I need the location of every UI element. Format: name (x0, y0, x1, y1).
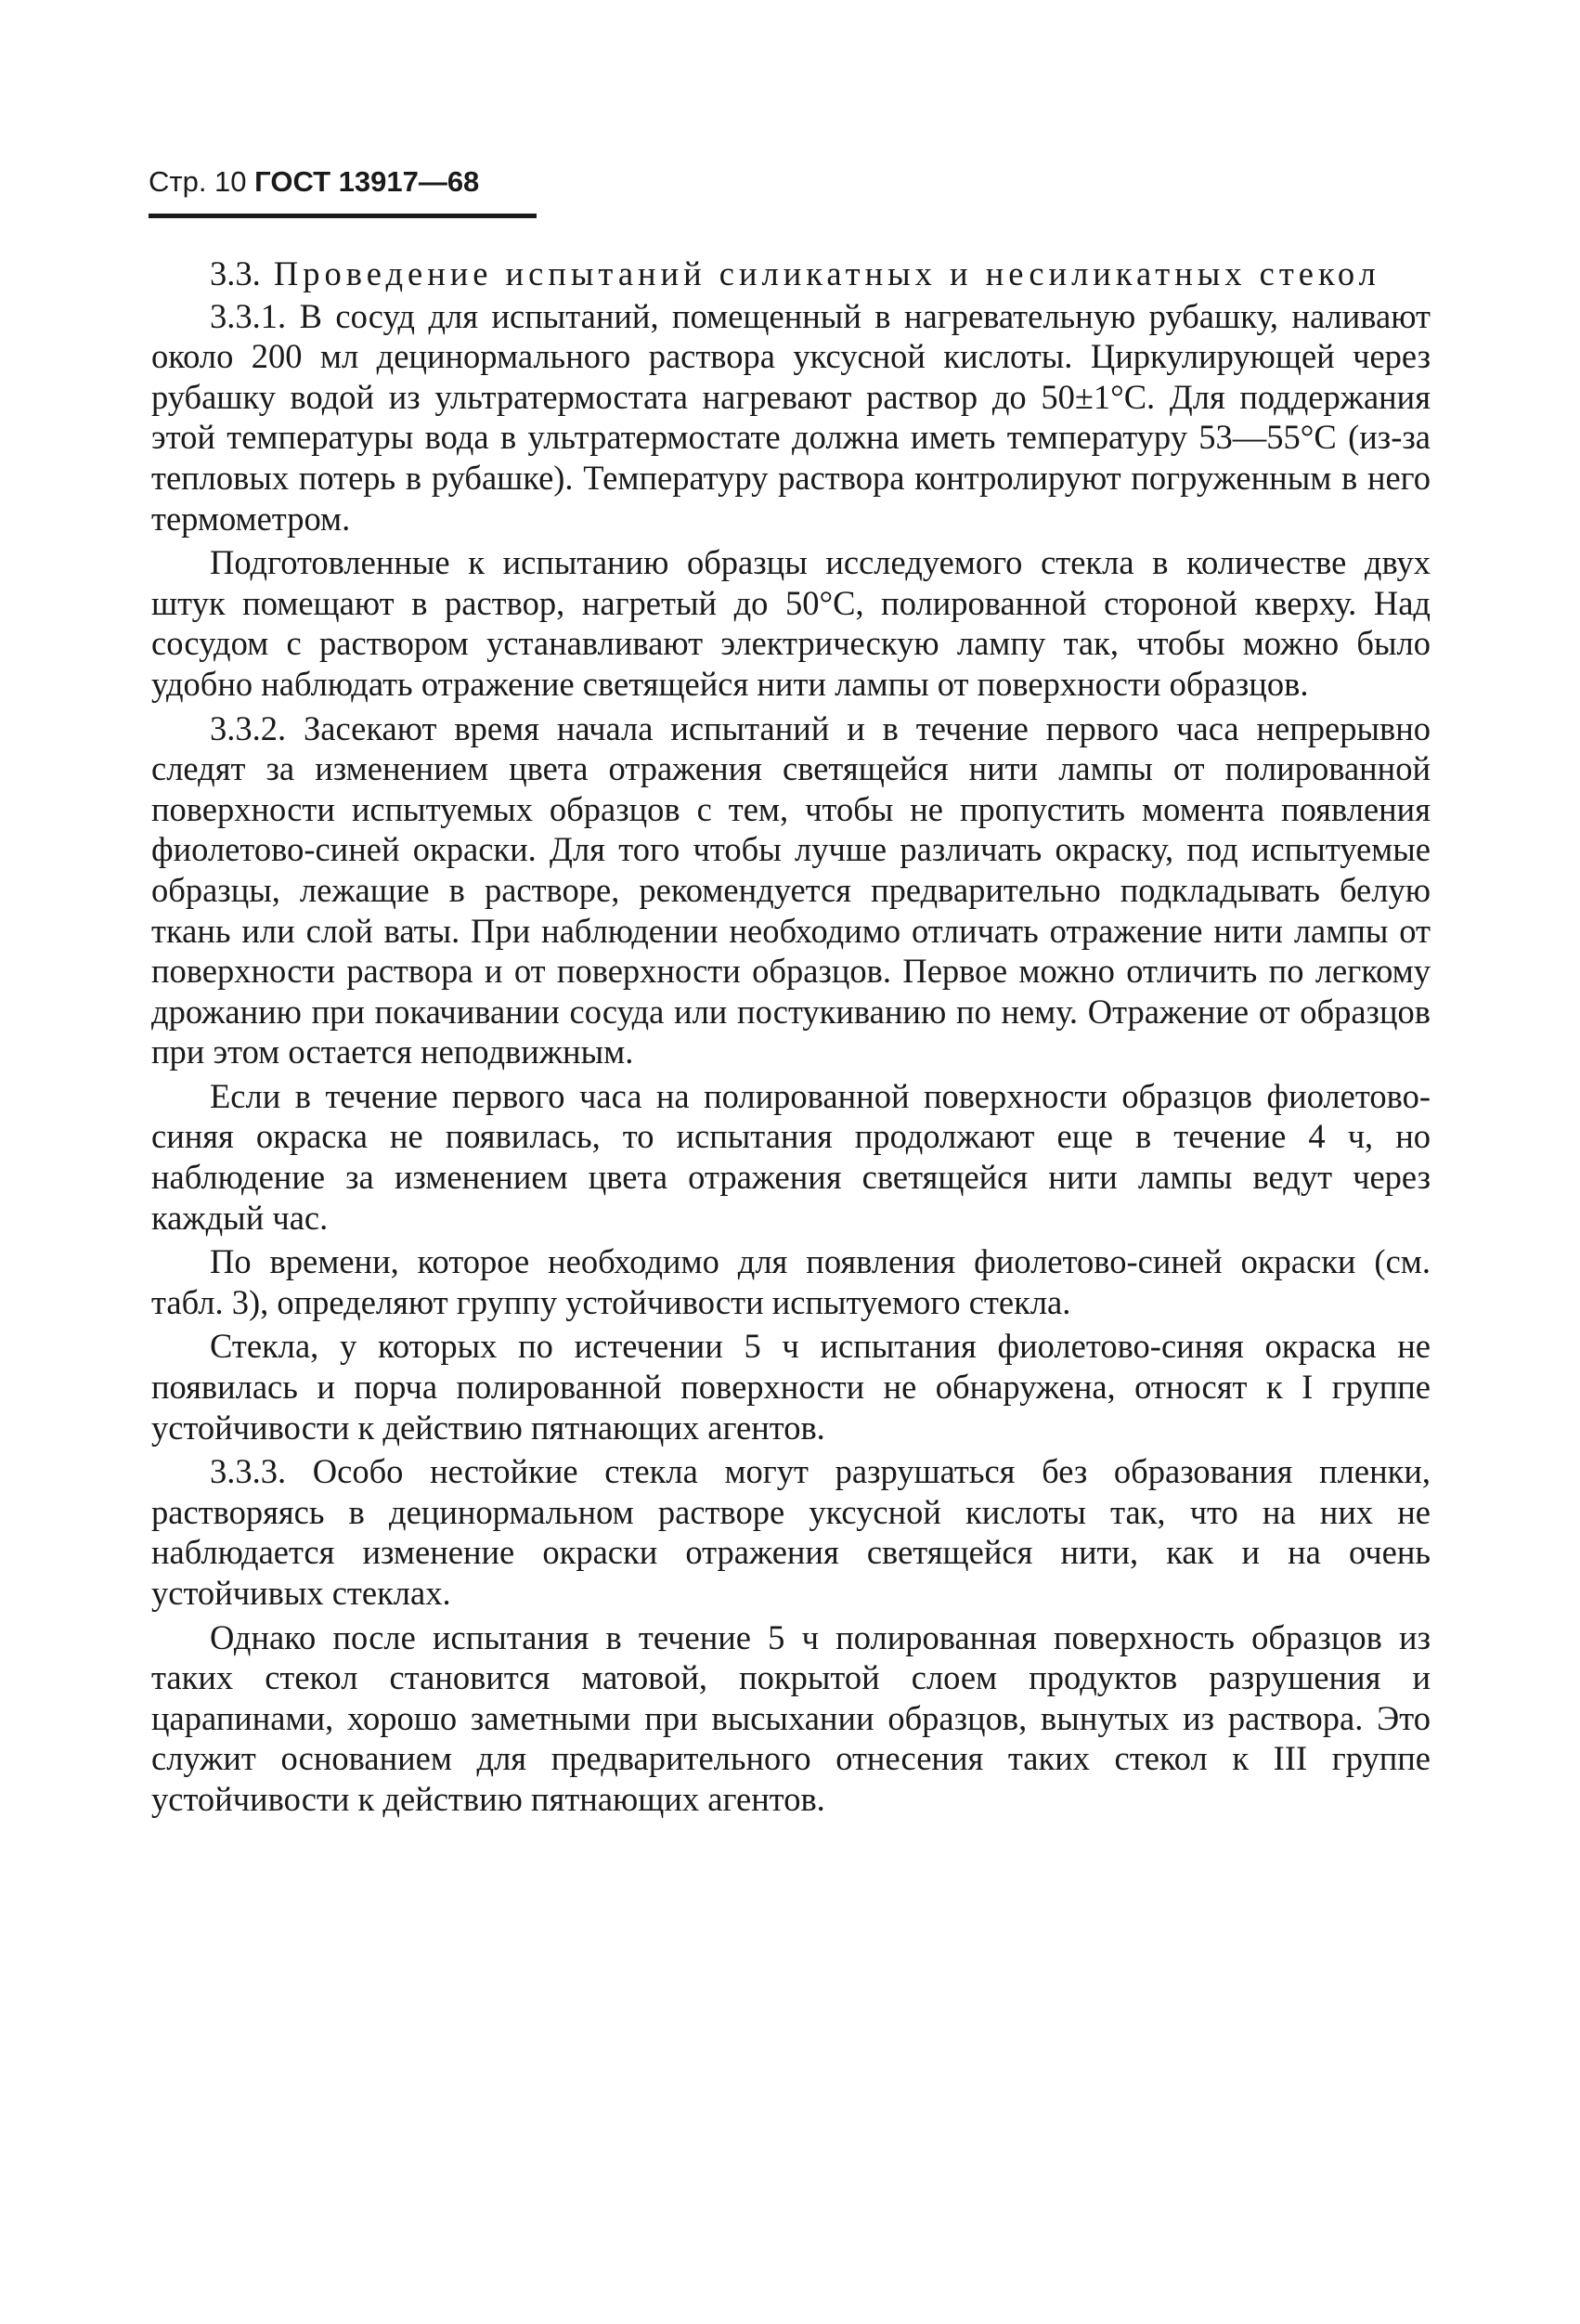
paragraph-stability-group: По времени, которое необходимо для появления фиолетово-синей окраски (см. табл. 3), определяют группу устойчивости испытуемого стекла. (151, 1242, 1431, 1321)
section-title: Проведение испытаний силикатных и несиликатных стекол (273, 254, 1380, 292)
page-header (149, 163, 538, 201)
page-number-label: Стр. 10 (149, 165, 247, 198)
paragraph-group-three: Однако после испытания в течение 5 ч полированная поверхность образцов из таких стекол становится матовой, покрытой слоем продуктов разрушения и царапинами, хорошо заметными при высыхании образцов, вынутых из раствора. Это служит основанием для предварительного отнесения таких стекол к III группе устойчивости к действию пятнающих агентов. (151, 1617, 1431, 1818)
paragraph-3-3-3: 3.3.3. Особо нестойкие стекла могут разрушаться без образования пленки, растворяясь в децинормальном растворе уксусной кислоты так, что на них не наблюдается изменение окраски отражения светящейся нити, как и на очень устойчивых стеклах. (151, 1452, 1431, 1612)
paragraph-3-3-1: 3.3.1. В сосуд для испытаний, помещенный в нагревательную рубашку, наливают около 200 мл децинормального раствора уксусной кислоты. Циркулирующей через рубашку водой из ультратермостата нагревают раствор до 50±1°С. Для поддержания этой температуры вода в ультратермостате должна иметь температуру 53—55°С (из-за тепловых потерь в рубашке). Температуру раствора контролируют погруженным в него термометром. (151, 296, 1431, 538)
paragraph-continued-testing: Если в течение первого часа на полированной поверхности образцов фиолетово-синяя окраска не появилась, то испытания продолжают еще в течение 4 ч, но наблюдение за изменением цвета отражения светящейся нити лампы ведут через каждый час. (151, 1076, 1431, 1237)
section-heading (151, 253, 1431, 294)
standard-designation: ГОСТ 13917—68 (254, 165, 480, 198)
header-rule (149, 214, 537, 218)
paragraph-sample-placement: Подготовленные к испытанию образцы исследуемого стекла в количестве двух штук помещают в раствор, нагретый до 50°С, полированной стороной кверху. Над сосудом с раствором устанавливают электрическую лампу так, чтобы можно было удобно наблюдать отражение светящейся нити лампы от поверхности образцов. (151, 543, 1431, 703)
document-body (151, 253, 1431, 1824)
paragraph-3-3-2: 3.3.2. Засекают время начала испытаний и в течение первого часа непрерывно следят за изменением цвета отражения светящейся нити лампы от полированной поверхности испытуемых образцов с тем, чтобы не пропустить момента появления фиолетово-синей окраски. Для того чтобы лучше различать окраску, под испытуемые образцы, лежащие в растворе, рекомендуется предварительно подкладывать белую ткань или слой ваты. При наблюдении необходимо отличать отражение нити лампы от поверхности раствора и от поверхности образцов. Первое можно отличить по легкому дрожанию при покачивании сосуда или постукиванию по нему. Отражение от образцов при этом остается неподвижным. (151, 708, 1431, 1071)
section-number: 3.3. (210, 254, 261, 292)
paragraph-group-one: Стекла, у которых по истечении 5 ч испытания фиолетово-синяя окраска не появилась и порча полированной поверхности не обнаружена, относят к I группе устойчивости к действию пятнающих агентов. (151, 1327, 1431, 1447)
